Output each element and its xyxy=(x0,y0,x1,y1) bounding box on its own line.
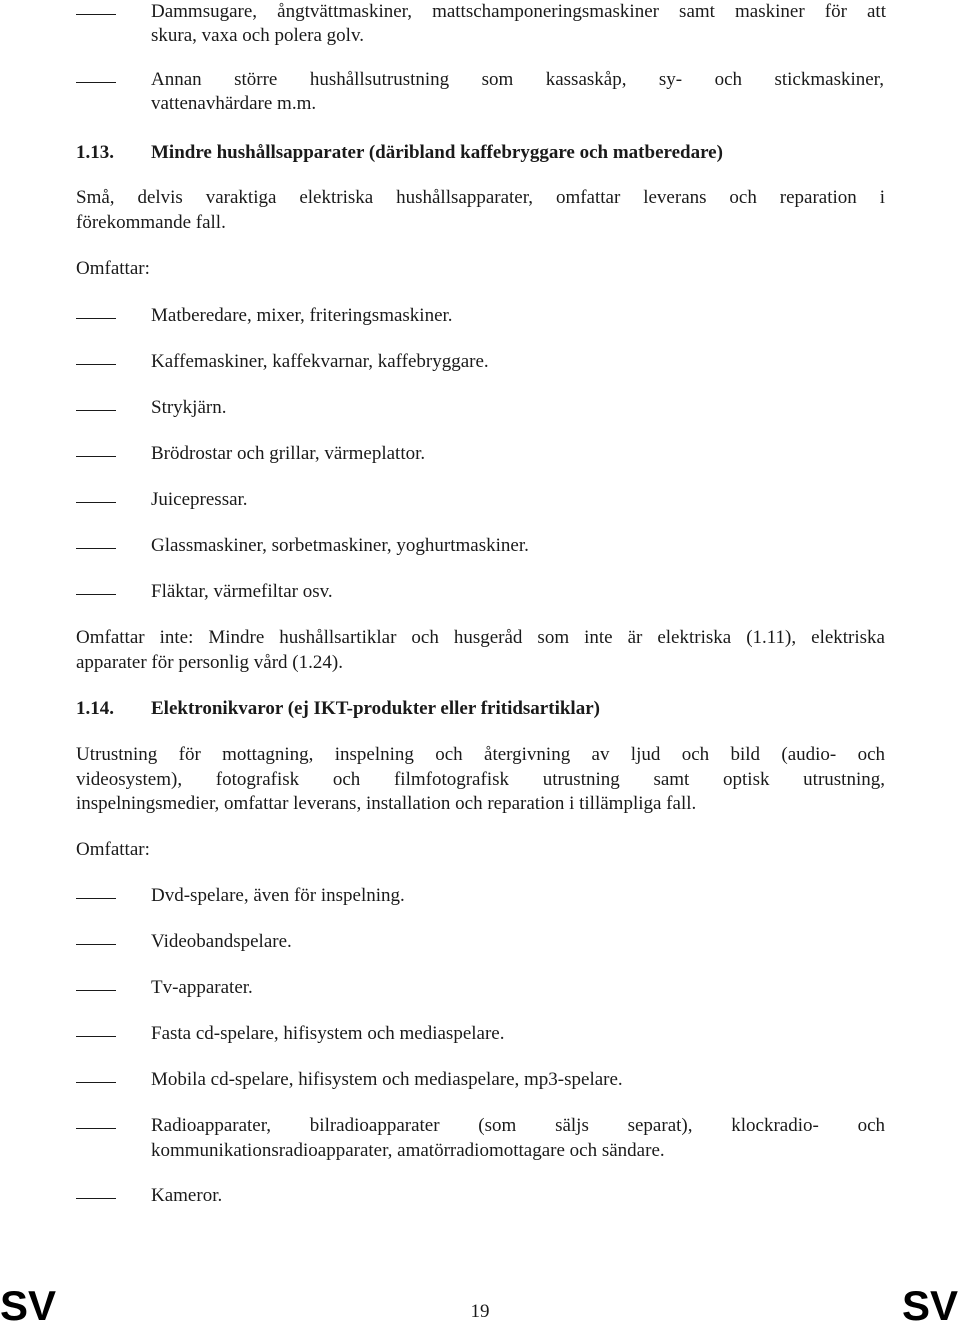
list-item-text: Strykjärn. xyxy=(151,397,227,418)
dash-bullet xyxy=(76,898,116,899)
dash-bullet xyxy=(76,456,116,457)
includes-label: Omfattar: xyxy=(76,258,150,279)
section-description xyxy=(76,186,885,235)
list-item-text: Tv-apparater. xyxy=(151,977,253,998)
excludes-line: Omfattar inte: Mindre hushållsartiklar och husgeråd som inte är elektriska (1.11), elektriska xyxy=(76,627,885,648)
list-item-text: Brödrostar och grillar, värmeplattor. xyxy=(151,443,426,464)
dash-bullet xyxy=(76,944,116,945)
includes-label: Omfattar: xyxy=(76,839,150,860)
description-line: förekommande fall. xyxy=(76,211,226,233)
list-item-text: Videobandspelare. xyxy=(151,931,292,952)
list-item-text: Mobila cd-spelare, hifisystem och mediaspelare, mp3-spelare. xyxy=(151,1069,623,1090)
list-item-line: vattenavhärdare m.m. xyxy=(151,93,317,114)
language-mark-right: SV xyxy=(901,1282,958,1329)
dash-bullet xyxy=(76,1128,116,1129)
list-item-line: Radioapparater, bilradioapparater (som säljs separat), klockradio- och xyxy=(151,1115,885,1136)
dash-bullet xyxy=(76,990,116,991)
dash-bullet xyxy=(76,82,116,83)
list-item-line: skura, vaxa och polera golv. xyxy=(151,25,364,46)
list-item-text: Kameror. xyxy=(151,1185,223,1206)
section-description xyxy=(76,743,885,817)
description-line: Små, delvis varaktiga elektriska hushållsapparater, omfattar leverans och reparation i xyxy=(76,187,885,208)
list-item-line: Annan större hushållsutrustning som kassaskåp, sy- och stickmaskiner, xyxy=(151,69,884,90)
dash-bullet xyxy=(76,1198,116,1199)
list-item-text: Fläktar, värmefiltar osv. xyxy=(151,581,333,602)
section-title: Elektronikvaror (ej IKT-produkter eller fritidsartiklar) xyxy=(151,698,600,719)
dash-bullet xyxy=(76,14,116,15)
list-item-text: Kaffemaskiner, kaffekvarnar, kaffebryggare. xyxy=(151,351,489,372)
list-item-text: Juicepressar. xyxy=(151,489,248,510)
dash-bullet xyxy=(76,410,116,411)
dash-bullet xyxy=(76,1036,116,1037)
description-line: inspelningsmedier, omfattar leverans, installation och reparation i tillämpliga fall. xyxy=(76,793,697,814)
list-item-text: Glassmaskiner, sorbetmaskiner, yoghurtmaskiner. xyxy=(151,535,529,556)
list-item-line: kommunikationsradioapparater, amatörradiomottagare och sändare. xyxy=(151,1140,665,1161)
section-number: 1.13. xyxy=(76,142,114,163)
section-number: 1.14. xyxy=(76,698,114,719)
language-mark-left: SV xyxy=(0,1282,57,1329)
list-item-text: Matberedare, mixer, friteringsmaskiner. xyxy=(151,305,453,326)
description-line: Utrustning för mottagning, inspelning och återgivning av ljud och bild (audio- och xyxy=(76,744,885,765)
dash-bullet xyxy=(76,364,116,365)
dash-bullet xyxy=(76,594,116,595)
list-item-text: Dvd-spelare, även för inspelning. xyxy=(151,885,405,906)
list-item-line: Dammsugare, ångtvättmaskiner, mattschamponeringsmaskiner samt maskiner för att xyxy=(151,1,886,22)
dash-bullet xyxy=(76,1082,116,1083)
dash-bullet xyxy=(76,318,116,319)
list-item-text: Fasta cd-spelare, hifisystem och mediaspelare. xyxy=(151,1023,505,1044)
dash-bullet xyxy=(76,502,116,503)
dash-bullet xyxy=(76,548,116,549)
page-number: 19 xyxy=(470,1301,490,1322)
excludes-note xyxy=(76,626,885,675)
section-title: Mindre hushållsapparater (däribland kaffebryggare och matberedare) xyxy=(151,142,723,163)
description-line: videosystem), fotografisk och filmfotografisk utrustning samt optisk utrustning, xyxy=(76,768,885,790)
excludes-line: apparater för personlig vård (1.24). xyxy=(76,651,343,673)
